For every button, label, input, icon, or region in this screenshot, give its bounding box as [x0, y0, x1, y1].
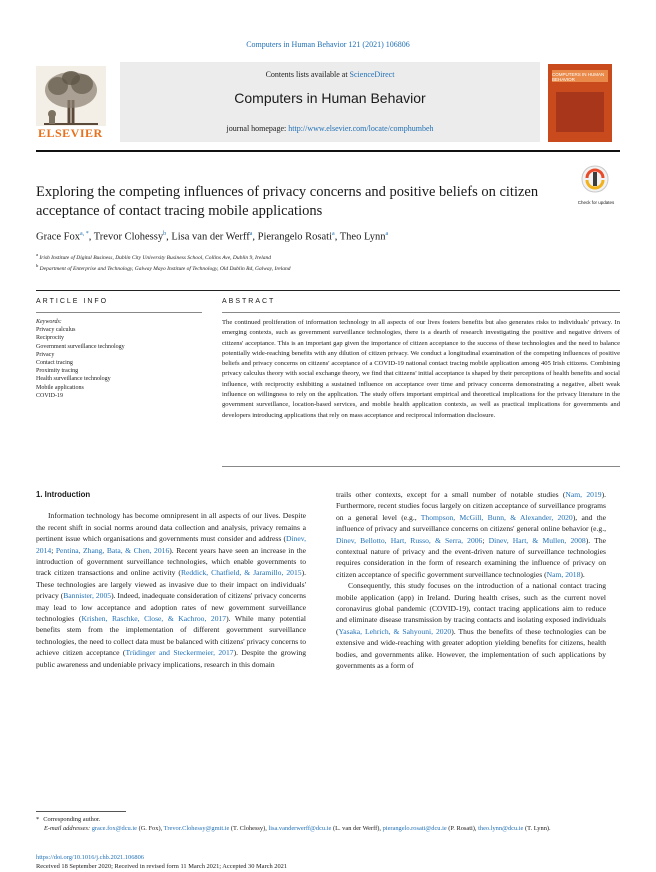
keyword-item: Privacy: [36, 351, 55, 358]
paragraph-text: ). Despite the growing public awareness and undeniable privacy implications, research in this domain: [36, 648, 306, 669]
paragraph-text: ). While many potential benefits stem from the implementation of different government surveillance technologies, the need to collect data must be balanced with citizens' privacy concerns to achieve citizen acceptance (: [36, 614, 307, 658]
keyword-item: Mobile applications: [36, 384, 84, 391]
abstract-heading: ABSTRACT: [222, 298, 276, 305]
author-name: Trevor Clohessy: [93, 231, 164, 243]
keyword-item: Reciprocity: [36, 335, 64, 342]
paragraph-text: ;: [482, 535, 489, 545]
email-link[interactable]: pierangelo.rosati@dcu.ie: [382, 825, 447, 832]
contents-prefix: Contents lists available at: [265, 70, 350, 79]
paragraph-text: trails other contexts, except for a small number of notable studies (: [336, 490, 566, 499]
paragraph-text: Consequently, this study focuses on the introduction of a national contact tracing mobile application (app) in Ireland. During health crises, such as the current novel coronavirus global pandemic (COVID-19), contact tracing applications aim to reduce and eliminate disease transmission by tracing contacts and isolating exposed individuals (: [336, 581, 606, 636]
citation-link[interactable]: Reddick, Chatfield, & Jaramillo, 2015: [180, 568, 302, 578]
affiliation-b: [36, 263, 291, 272]
citation-link[interactable]: Krishen, Raschke, Close, & Kachroo, 2017: [81, 614, 227, 624]
cover-art: [556, 92, 604, 132]
abstract-bottom-rule: [222, 466, 620, 467]
intro-paragraph-2: [336, 580, 606, 671]
journal-banner: [120, 62, 540, 142]
doi-link[interactable]: https://doi.org/10.1016/j.chb.2021.106806: [36, 854, 144, 861]
keyword-item: Privacy calculus: [36, 327, 76, 334]
email-text: (T. Clohessy),: [229, 825, 269, 832]
abstract-rule: [222, 312, 620, 313]
corresponding-author-label: Corresponding author.: [43, 816, 101, 823]
front-matter-divider: [36, 290, 620, 291]
citation-link[interactable]: Dinev, Hart, & Mullen, 2008: [488, 535, 586, 545]
citation-link[interactable]: Nam, 2018: [546, 569, 581, 579]
article-info-rule: [36, 312, 202, 313]
keyword-item: Contact tracing: [36, 360, 73, 367]
email-link[interactable]: Trevor.Clohessy@gmit.ie: [163, 825, 230, 832]
author-affiliation-marker[interactable]: b: [163, 231, 167, 237]
check-for-updates-label[interactable]: Check for updates: [577, 200, 615, 205]
citation-link[interactable]: Yasaka, Lehrich, & Sahyouni, 2020: [338, 626, 452, 636]
email-text: E-mail addresses:: [44, 825, 92, 832]
email-link[interactable]: theo.lynn@dcu.ie: [478, 825, 524, 832]
paragraph-text: ). These technologies are largely viewed as invasive due to their impact on individuals' privacy (: [36, 568, 306, 601]
elsevier-tree-logo: [36, 66, 106, 126]
journal-homepage: [120, 124, 540, 133]
paragraph-text: ). Recent years have seen an increase in the introduction of government surveillance technologies, which enable governments to track citizen transactions and online activity (: [36, 545, 306, 578]
footnote-star: *: [36, 816, 40, 823]
paragraph-text: ).: [580, 569, 585, 579]
email-link[interactable]: lisa.vanderwerff@dcu.ie: [268, 825, 332, 832]
publisher-wordmark: ELSEVIER: [38, 126, 103, 140]
author-affiliation-marker[interactable]: a: [249, 231, 253, 237]
keyword-item: Health surveillance technology: [36, 376, 111, 383]
email-text: (P. Rosati),: [446, 825, 479, 832]
email-addresses: [36, 824, 620, 833]
citation-link[interactable]: Trüdinger and Steckermeier, 2017: [125, 648, 234, 658]
keyword-item: COVID-19: [36, 392, 63, 399]
citation-link[interactable]: Pentina, Zhang, Bata, & Chen, 2016: [55, 545, 170, 555]
keyword-item: Proximity tracing: [36, 368, 79, 375]
article-title: Exploring the competing influences of privacy concerns and positive beliefs on citizen acceptance of contact tracing mobile applications: [36, 184, 539, 219]
homepage-link[interactable]: http://www.elsevier.com/locate/comphumbeh: [288, 124, 434, 133]
author-affiliation-marker[interactable]: a: [385, 231, 389, 237]
keywords-list: [36, 318, 202, 400]
citation-link[interactable]: Dinev, Bellotto, Hart, Russo, & Serra, 2006: [336, 535, 483, 545]
author-affiliation-marker[interactable]: a: [332, 231, 335, 237]
citation-link[interactable]: Bannister, 2005: [63, 591, 112, 601]
abstract-text: The continued proliferation of information technology in all aspects of our lives fosters benefits but also generates risks to individuals' privacy. In emerging contexts, such as government surveillance technologies, there is a dearth of research investigating the positive and negative drivers of citizens' acceptance. This is an important gap given the importance of citizen acceptance to the success of these technologies and the need to balance potentially wide-reaching benefits with any dilution of citizen privacy. We conduct a longitudinal examination of the competing influences of positive beliefs and privacy concerns on citizens' acceptance of a COVID-19 national contact tracing mobile application among 405 Irish citizens. Combining privacy calculus theory with social exchange theory, we find that citizens' initial acceptance is shaped by their perceptions of health benefits and social influence, with reciprocity exhibiting a sustained influence on acceptance over time and privacy concerns demonstrating a negative, albeit weak influence on willingness to rely on the application. The study offers important empirical and theoretical implications for the privacy literature in the government surveillance, location-based services, and mobile health application contexts, as well as practical implications for governments and developers introducing applications that rely on mass acceptance and reciprocal information disclosure.: [222, 319, 620, 419]
check-for-updates-icon[interactable]: [580, 164, 610, 200]
keywords-label: Keywords:: [36, 319, 62, 325]
intro-paragraph-1: [36, 510, 306, 670]
section-title-introduction: 1. Introduction: [36, 490, 91, 499]
corresponding-author-note: [36, 815, 620, 824]
author-name: Theo Lynn: [339, 231, 386, 243]
received-dates: Received 18 September 2020; Received in revised form 11 March 2021; Accepted 30 March 2021: [36, 863, 288, 870]
contents-line: [120, 70, 540, 79]
body-column-left: [36, 489, 306, 670]
author-affiliation-marker[interactable]: a, *: [80, 231, 89, 237]
homepage-prefix: journal homepage:: [226, 124, 289, 133]
citation-link[interactable]: Thompson, McGill, Bunn, & Alexander, 2020: [420, 512, 573, 522]
sciencedirect-link[interactable]: ScienceDirect: [349, 70, 395, 79]
footnote: [36, 815, 620, 833]
masthead-divider: [36, 150, 620, 152]
author-name: Lisa van der Werff: [171, 231, 250, 243]
affiliation-a-marker: a: [36, 252, 39, 257]
affiliation-a: [36, 252, 271, 261]
article-info-heading: ARTICLE INFO: [36, 298, 109, 305]
cover-title: COMPUTERS IN HUMAN BEHAVIOR: [552, 72, 605, 82]
citation-link[interactable]: Dinev, 2014: [36, 534, 306, 555]
paragraph-text: ;: [51, 545, 56, 555]
paragraph-text: ), and the influence of privacy and surveillance concerns on citizens' general online behavior (e.g.,: [336, 512, 606, 534]
paragraph-text: ). Thus the benefits of these technologies can be extensive and wide-reaching with greater adoption yielding benefits for citizens, health bodies, and governments alike. However, the implementation of such applications by governments as a form of: [336, 626, 606, 671]
email-link[interactable]: grace.fox@dcu.ie: [91, 825, 137, 832]
author-name: Pierangelo Rosati: [257, 231, 333, 243]
body-column-right: [336, 489, 606, 672]
author-name: Grace Fox: [36, 231, 81, 243]
intro-paragraph-1-continued: [336, 489, 606, 580]
paragraph-text: ). The contextual nature of privacy and the event-driven nature of surveillance technologies requires consideration in the form of research examining the influence of privacy on citizen acceptance of specific government surveillance technologies (: [336, 535, 606, 579]
paragraph-text: ). Furthermore, recent studies focus largely on citizen acceptance of surveillance programs on a general level (e.g.,: [336, 490, 606, 522]
keywords-items: [36, 326, 202, 400]
paragraph-text: Information technology has become omnipresent in all aspects of our lives. Despite the recent shift in social norms around data collection and analysis, privacy remains a pertinent issue which organisations and governments must consider and address (: [36, 511, 306, 544]
affiliation-b-text: Department of Enterprise and Technology, Galway Mayo Institute of Technology, Old Dublin Rd, Galway, Ireland: [39, 265, 291, 272]
affiliation-b-marker: b: [36, 263, 39, 268]
journal-reference[interactable]: Computers in Human Behavior 121 (2021) 106806: [246, 40, 410, 49]
journal-name: Computers in Human Behavior: [234, 90, 426, 106]
keyword-item: Government surveillance technology: [36, 343, 125, 350]
email-text: (G. Fox),: [136, 825, 164, 832]
email-text: (L. van der Werff),: [331, 825, 383, 832]
publication-info: [36, 853, 620, 862]
affiliation-a-text: Irish Institute of Digital Business, Dublin City University Business School, Collins Ave, Dublin 9, Ireland: [39, 254, 272, 261]
journal-cover-thumbnail: [548, 64, 612, 142]
email-text: (T. Lynn).: [523, 825, 551, 832]
citation-link[interactable]: Nam, 2019: [565, 490, 602, 499]
author-list: Grace Fox$^{a, *}$, Trevor Clohessy$^b$, Lisa van der Werff$^a$, Pierangelo Rosati$^a$, Theo Lynn$^a$: [36, 231, 389, 243]
masthead: [36, 62, 620, 144]
paragraph-text: ). Indeed, inadequate consideration of citizens' privacy concerns may lead to low acceptance and adoption rates of new government surveillance technologies (: [36, 591, 306, 624]
footnote-rule: [36, 811, 126, 812]
